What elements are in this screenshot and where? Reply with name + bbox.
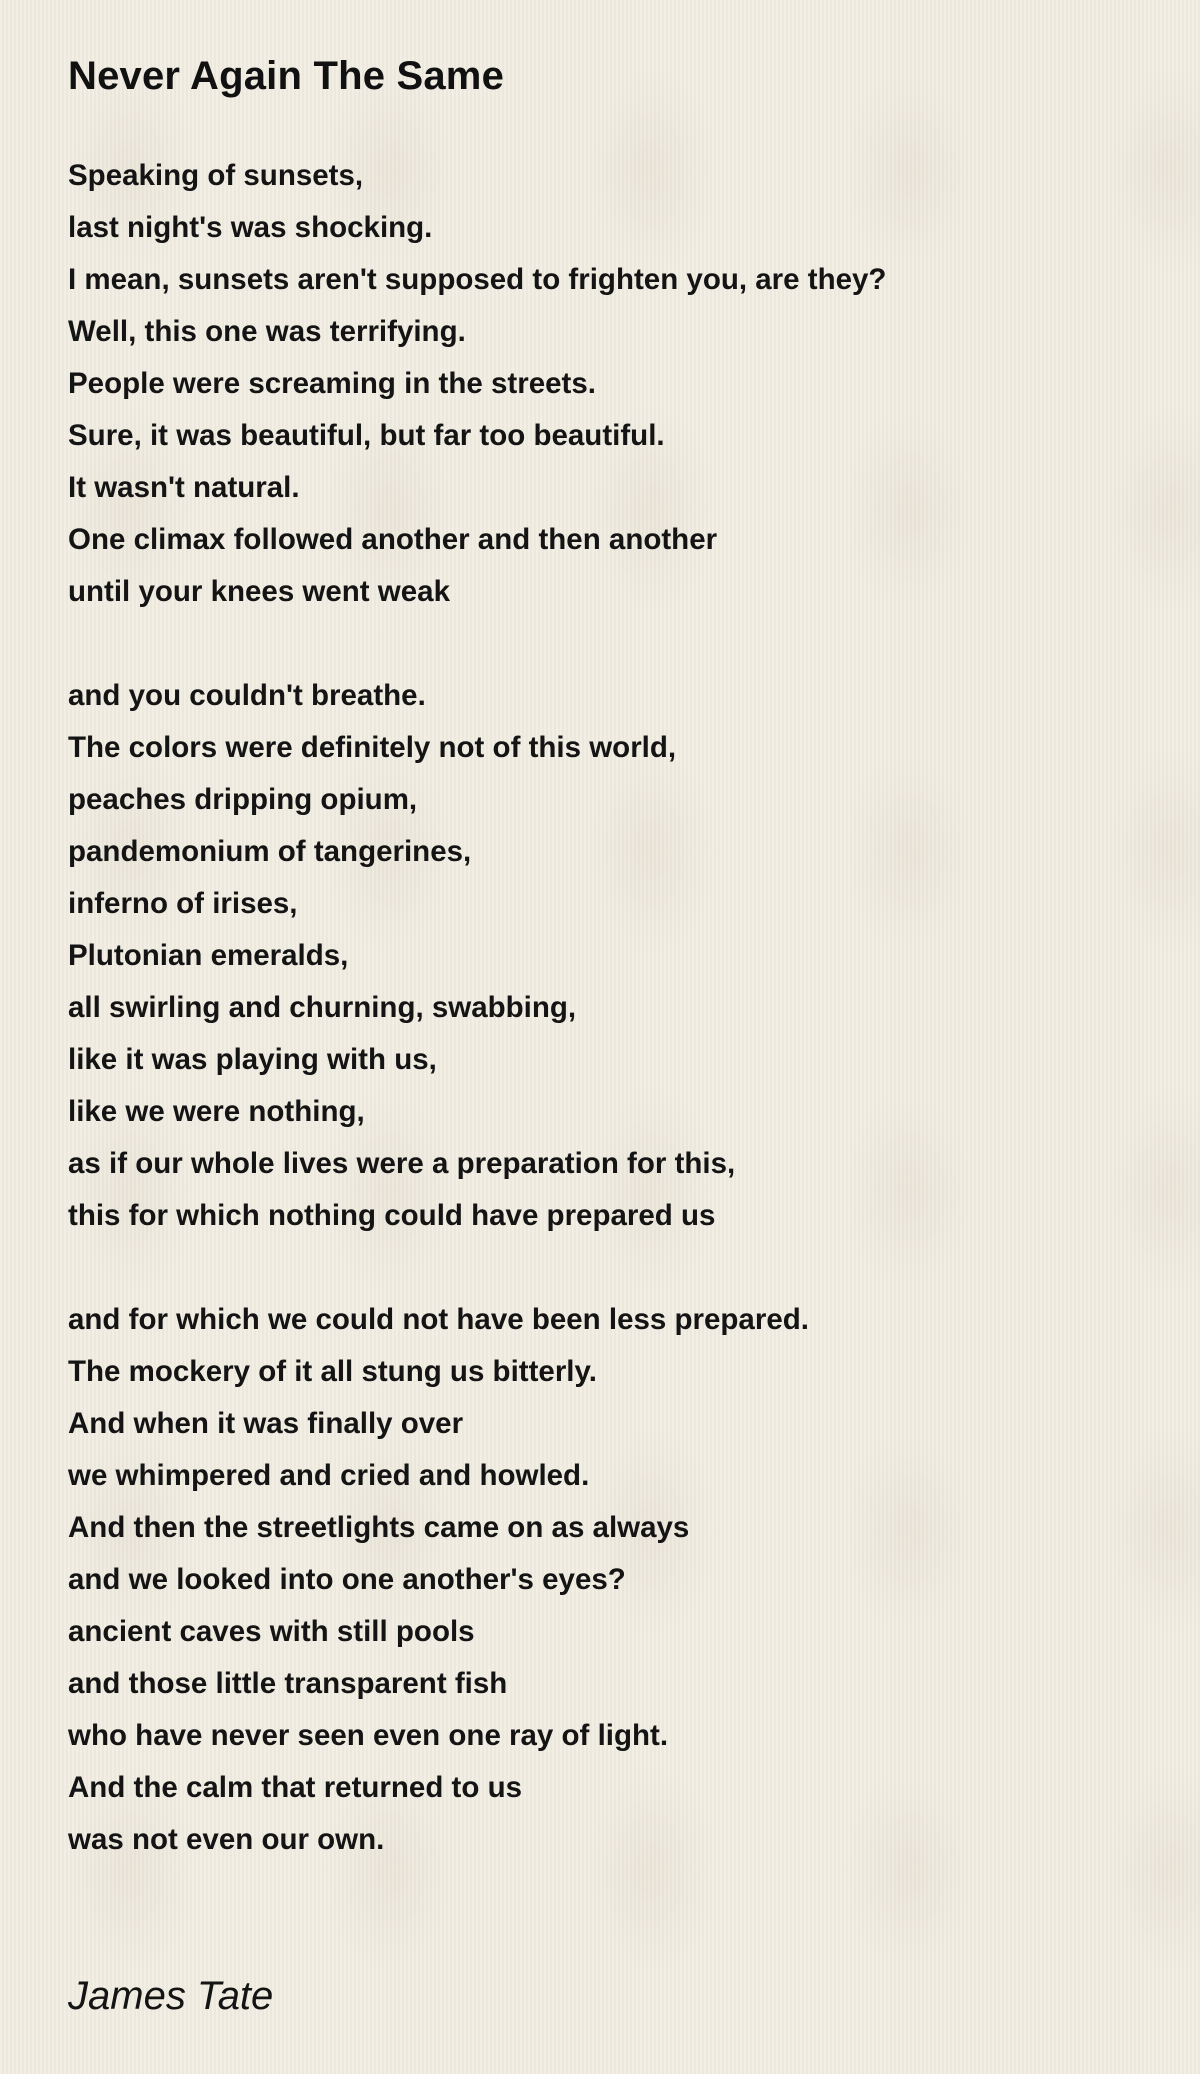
- poem-line: And when it was finally over: [68, 1407, 464, 1440]
- poem-title: Never Again The Same: [68, 54, 505, 98]
- poem-line: Well, this one was terrifying.: [68, 315, 466, 348]
- poem-line: And then the streetlights came on as always: [68, 1511, 690, 1544]
- poem-line: Plutonian emeralds,: [68, 939, 349, 972]
- poem-line: It wasn't natural.: [68, 471, 300, 504]
- poem-line: One climax followed another and then another: [68, 523, 718, 556]
- poem-line: and we looked into one another's eyes?: [68, 1563, 626, 1596]
- poem-line: inferno of irises,: [68, 887, 298, 920]
- poem-line: Speaking of sunsets,: [68, 159, 364, 192]
- poem-line: pandemonium of tangerines,: [68, 835, 472, 868]
- poem-line: and you couldn't breathe.: [68, 679, 426, 712]
- poem-author: James Tate: [68, 1974, 274, 2018]
- poem-line: The colors were definitely not of this world,: [68, 731, 677, 764]
- poem-line: And the calm that returned to us: [68, 1771, 523, 1804]
- poem-line: Sure, it was beautiful, but far too beautiful.: [68, 419, 665, 452]
- poem-line: we whimpered and cried and howled.: [68, 1459, 590, 1492]
- poem-line: like we were nothing,: [68, 1095, 365, 1128]
- stanza-2: [68, 670, 1148, 1242]
- poem-line: who have never seen even one ray of light.: [68, 1719, 669, 1752]
- poem-line: The mockery of it all stung us bitterly.: [68, 1355, 597, 1388]
- poem-line: and for which we could not have been less prepared.: [68, 1303, 809, 1336]
- poem-line: People were screaming in the streets.: [68, 367, 596, 400]
- poem-line: as if our whole lives were a preparation for this,: [68, 1147, 736, 1180]
- poem-line: ancient caves with still pools: [68, 1615, 475, 1648]
- poem-line: and those little transparent fish: [68, 1667, 508, 1700]
- stanza-1: [68, 150, 1148, 618]
- poem-line: all swirling and churning, swabbing,: [68, 991, 577, 1024]
- poem-line: this for which nothing could have prepared us: [68, 1199, 716, 1232]
- stanza-3: [68, 1294, 1148, 1866]
- poem-line: until your knees went weak: [68, 575, 450, 608]
- poem-body: [68, 150, 1148, 1918]
- poem-line: peaches dripping opium,: [68, 783, 418, 816]
- poem-line: last night's was shocking.: [68, 211, 433, 244]
- poem-line: I mean, sunsets aren't supposed to frighten you, are they?: [68, 263, 887, 296]
- poem-line: was not even our own.: [68, 1823, 385, 1856]
- poem-line: like it was playing with us,: [68, 1043, 437, 1076]
